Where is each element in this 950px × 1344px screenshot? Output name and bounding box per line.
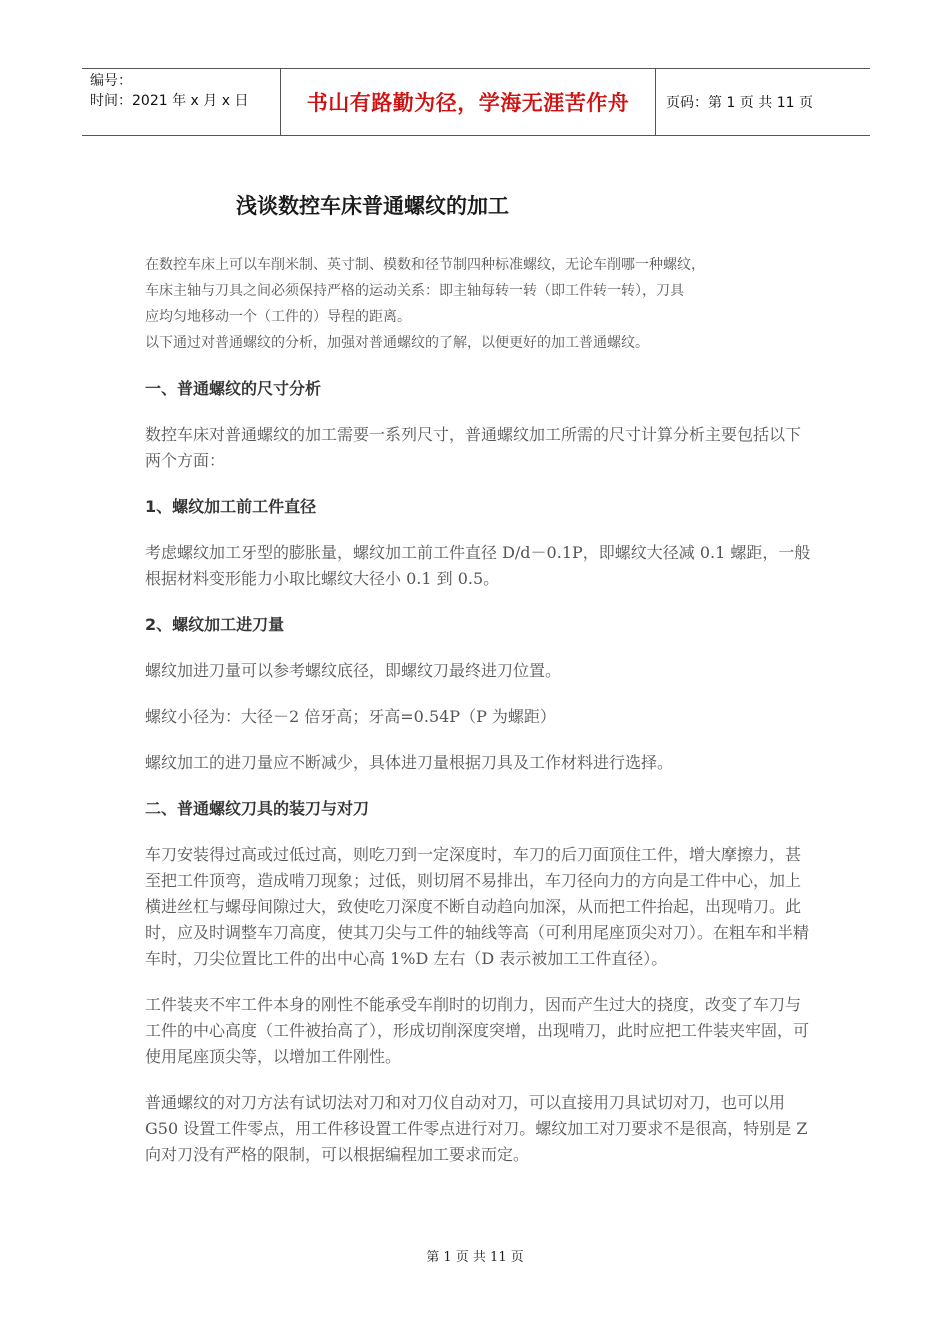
paragraph: 考虑螺纹加工牙型的膨胀量，螺纹加工前工件直径 D/d－0.1P，即螺纹大径减 0.1 螺距，一般根据材料变形能力小取比螺纹大径小 0.1 到 0.5。 [145,543,811,588]
header-motto-cell [280,69,656,135]
subsection-heading: 1、螺纹加工前工件直径 [145,497,317,516]
intro-paragraph [145,252,813,356]
paragraph: 螺纹加进刀量可以参考螺纹底径，即螺纹刀最终进刀位置。 [145,661,562,680]
paragraph: 螺纹加工的进刀量应不断减少，具体进刀量根据刀具及工作材料进行选择。 [145,753,674,772]
section-heading-1: 一、普通螺纹的尺寸分析 [145,379,322,398]
intro-line: 在数控车床上可以车削米制、英寸制、模数和径节制四种标准螺纹，无论车削哪一种螺纹， [145,257,705,273]
paragraph: 车刀安装得过高或过低过高，则吃刀到一定深度时，车刀的后刀面顶住工件，增大摩擦力，甚至把工件顶弯，造成啃刀现象；过低，则切屑不易排出，车刀径向力的方向是工件中心，加上横进丝杠与螺母间隙过大，致使吃刀深度不断自动趋向加深，从而把工件抬起，出现啃刀。此时，应及时调整车刀高度，使其刀尖与工件的轴线等高（可利用尾座顶尖对刀）。在粗车和半精车时，刀尖位置比工件的出中心高 1%D 左右（D 表示被加工工件直径）。 [145,845,810,968]
paragraph: 螺纹小径为：大径－2 倍牙高；牙高=0.54P（P 为螺距） [145,707,556,726]
paragraph: 数控车床对普通螺纹的加工需要一系列尺寸，普通螺纹加工所需的尺寸计算分析主要包括以下两个方面： [145,425,802,470]
paragraph: 普通螺纹的对刀方法有试切法对刀和对刀仪自动对刀，可以直接用刀具试切对刀，也可以用 G50 设置工件零点，用工件移设置工件零点进行对刀。螺纹加工对刀要求不是很高，特别是 Z 向对刀没有严格的限制，可以根据编程加工要求而定。 [145,1093,808,1164]
document-header [82,68,870,136]
page-info: 页码：第 1 页 共 11 页 [666,95,813,111]
section-heading-2: 二、普通螺纹刀具的装刀与对刀 [145,799,370,818]
motto: 书山有路勤为径，学海无涯苦作舟 [306,91,630,115]
intro-line: 应均匀地移动一个（工件的）导程的距离。 [145,309,411,325]
document-body [145,252,813,1168]
time-label: 时间：2021 年 x 月 x 日 [90,93,249,109]
intro-line: 以下通过对普通螺纹的分析，加强对普通螺纹的了解，以便更好的加工普通螺纹。 [145,335,649,351]
document-title: 浅谈数控车床普通螺纹的加工 [236,194,509,218]
code-label: 编号： [90,73,132,89]
header-page-info [656,69,870,135]
subsection-heading: 2、螺纹加工进刀量 [145,615,285,634]
page-footer: 第 1 页 共 11 页 [426,1250,524,1265]
header-meta [82,69,280,135]
intro-line: 车床主轴与刀具之间必须保持严格的运动关系：即主轴每转一转（即工件转一转），刀具 [145,283,684,299]
paragraph: 工件装夹不牢工件本身的刚性不能承受车削时的切削力，因而产生过大的挠度，改变了车刀与工件的中心高度（工件被抬高了），形成切削深度突增，出现啃刀，此时应把工件装夹牢固，可使用尾座顶尖等，以增加工件刚性。 [145,995,810,1066]
